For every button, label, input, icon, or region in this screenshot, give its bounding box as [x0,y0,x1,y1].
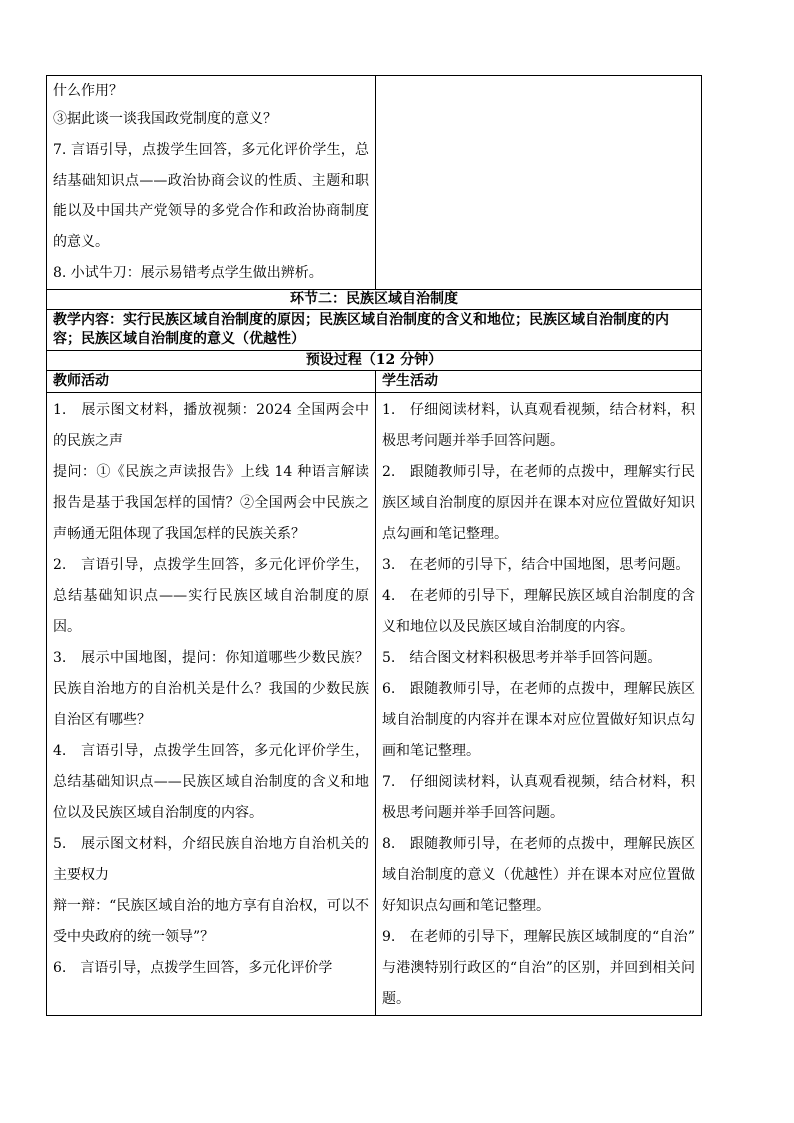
teacher-item: 1. 展示图文材料，播放视频：2024 全国两会中的民族之声 [53,401,369,449]
paragraph: 8. 小试牛刀：展示易错考点学生做出辨析。 [53,264,323,281]
table-row [47,370,702,392]
lesson-plan-table [46,75,702,1016]
teacher-activity-cell [47,392,376,1015]
student-item: 8. 跟随教师引导，在老师的点拨中，理解民族区域自治制度的意义（优越性）并在课本对应位置做好知识点勾画和笔记整理。 [382,835,695,914]
paragraph: ③据此谈一谈我国政党制度的意义？ [53,111,277,127]
section-title: 环节二：民族区域自治制度 [47,289,702,309]
table-row [47,350,702,370]
process-title: 预设过程（12 分钟） [47,350,702,370]
student-activity-header: 学生活动 [376,370,702,392]
previous-student-cell [376,76,702,290]
student-item: 9. 在老师的引导下，理解民族区域制度的“自治” 与港澳特别行政区的“自治”的区别，并回到相关问题。 [382,928,695,1007]
student-item: 1. 仔细阅读材料，认真观看视频，结合材料，积极思考问题并举手回答问题。 [382,401,695,449]
student-item: 7. 仔细阅读材料，认真观看视频，结合材料，积极思考问题并举手回答问题。 [382,773,695,821]
table-row [47,289,702,309]
teacher-item: 3. 展示中国地图，提问：你知道哪些少数民族？民族自治地方的自治机关是什么？我国的少数民族自治区有哪些？ [53,649,369,728]
teacher-item: 2. 言语引导，点拨学生回答，多元化评价学生，总结基础知识点——实行民族区域自治制度的原因。 [53,556,369,635]
student-item: 6. 跟随教师引导，在老师的点拨中，理解民族区域自治制度的内容并在课本对应位置做好知识点勾画和笔记整理。 [382,680,695,759]
teacher-item: 4. 言语引导，点拨学生回答，多元化评价学生，总结基础知识点——民族区域自治制度的含义和地位以及民族区域自治制度的内容。 [53,742,369,821]
table-row [47,309,702,350]
paragraph: 什么作用？ [53,83,123,99]
previous-teacher-cell [47,76,376,290]
paragraph: 7. 言语引导，点拨学生回答，多元化评价学生，总结基础知识点——政治协商会议的性质、主题和职能以及中国共产党领导的多党合作和政治协商制度的意义。 [53,141,369,251]
teacher-item: 提问：①《民族之声读报告》上线 14 种语言解读报告是基于我国怎样的国情？②全国两会中民族之声畅通无阻体现了我国怎样的民族关系？ [53,463,369,542]
teacher-activity-header: 教师活动 [47,370,376,392]
teaching-content: 教学内容：实行民族区域自治制度的原因；民族区域自治制度的含义和地位；民族区域自治制度的内容；民族区域自治制度的意义（优越性） [47,309,702,350]
student-item: 3. 在老师的引导下，结合中国地图，思考问题。 [382,556,690,573]
teacher-item: 5. 展示图文材料，介绍民族自治地方自治机关的主要权力 [53,835,369,883]
table-row [47,392,702,1015]
student-item: 4. 在老师的引导下，理解民族区域自治制度的含义和地位以及民族区域自治制度的内容。 [382,587,695,635]
student-item: 5. 结合图文材料积极思考并举手回答问题。 [382,649,662,666]
student-item: 2. 跟随教师引导，在老师的点拨中，理解实行民族区域自治制度的原因并在课本对应位置做好知识点勾画和笔记整理。 [382,463,695,542]
teacher-item: 辩一辩：“民族区域自治的地方享有自治权，可以不受中央政府的统一领导”？ [53,897,369,945]
table-row [47,76,702,290]
teacher-item: 6. 言语引导，点拨学生回答，多元化评价学 [53,959,333,976]
student-activity-cell [376,392,702,1015]
